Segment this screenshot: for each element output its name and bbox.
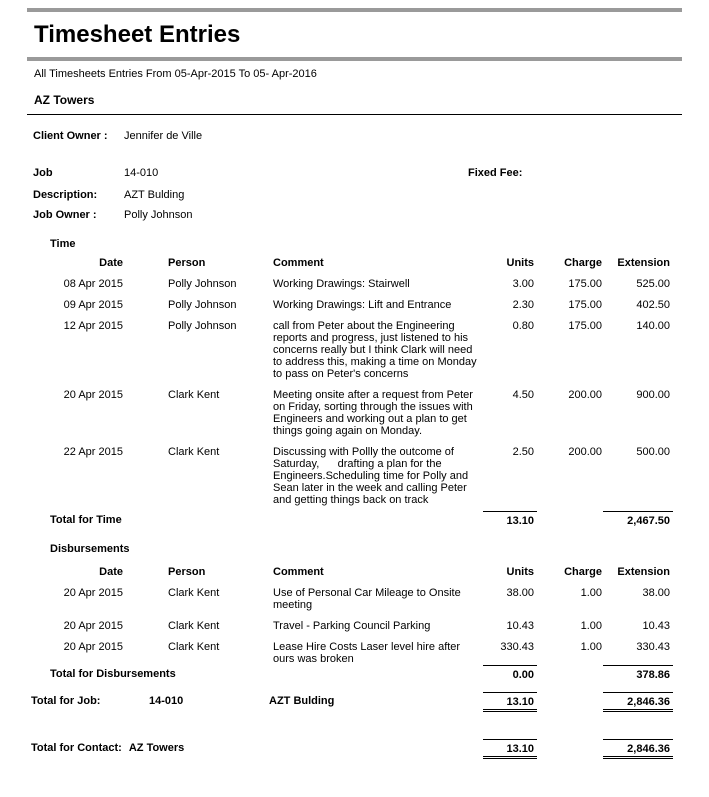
page-title: Timesheet Entries [34,21,241,48]
disbursements-total-units-value: 0.00 [483,665,537,681]
disbursements-total-extension [602,665,670,681]
job-owner-label: Job Owner : [33,209,97,221]
disbursements-total-extension-value: 378.86 [603,665,673,681]
time-section-heading: Time [50,238,76,250]
cell-charge: 1.00 [580,587,602,599]
cell-comment: Discussing with Pollly the outcome of Saturday, drafting a plan for the Engineers.Scheduling time for Polly and Sean later in the week and calling Peter and getting things back on track [273,446,472,506]
cell-person: Clark Kent [168,446,220,458]
job-owner-value: Polly Johnson [124,209,193,221]
time-total-row [27,511,682,527]
cell-charge: 1.00 [580,641,602,653]
cell-units: 10.43 [506,620,534,632]
job-total-number: 14-010 [149,695,184,707]
charge-cell-empty [534,511,602,527]
column-header-date: Date [99,257,123,269]
cell-date: 12 Apr 2015 [63,320,123,332]
cell-extension: 330.43 [636,641,670,653]
job-total-labels [27,692,478,712]
charge-cell-empty [534,665,602,681]
cell-date: 22 Apr 2015 [63,446,123,458]
cell-date: 20 Apr 2015 [63,389,123,401]
title-rule [27,57,682,61]
column-header-comment: Comment [273,257,324,269]
cell-extension: 38.00 [642,587,670,599]
cell-charge: 200.00 [568,446,602,458]
cell-charge: 175.00 [568,299,602,311]
time-total-extension [602,511,670,527]
cell-comment: call from Peter about the Engineering reports and progress, just listened to his concerns really but I think Clark will need to address this, making a time on Monday to pass on Peter's concerns [273,320,480,380]
client-owner-value: Jennifer de Ville [124,130,203,142]
cell-comment: Meeting onsite after a request from Peter on Friday, sorting through the issues with Engineers and working out a plan to get things going again on Monday. [273,389,476,437]
cell-charge: 1.00 [580,620,602,632]
time-row [27,299,682,311]
disbursements-table-header [27,566,682,578]
job-number: 14-010 [124,167,159,179]
cell-units: 2.50 [512,446,534,458]
top-rule [27,8,682,12]
time-row [27,320,682,380]
column-header-units: Units [506,566,534,578]
contact-total-label: Total for Contact: [31,742,122,754]
disbursements-section-heading: Disbursements [50,543,130,555]
cell-person: Clark Kent [168,389,220,401]
contact-total-row [27,739,682,759]
contact-total-units-value: 13.10 [483,739,537,759]
column-header-extension: Extension [617,257,670,269]
column-header-charge: Charge [564,257,602,269]
fixed-fee-label: Fixed Fee: [468,167,523,179]
cell-date: 08 Apr 2015 [63,278,123,290]
contact-divider [27,114,682,115]
cell-date: 20 Apr 2015 [63,620,123,632]
charge-cell-empty [534,692,602,712]
disbursements-total-row [27,665,682,681]
contact-heading: AZ Towers [34,93,95,107]
column-header-charge: Charge [564,566,602,578]
description-value: AZT Bulding [124,189,185,201]
time-row [27,389,682,437]
column-header-date: Date [99,566,123,578]
contact-total-labels [27,739,478,759]
client-owner-label: Client Owner : [33,130,108,142]
cell-units: 3.00 [512,278,534,290]
time-total-units-value: 13.10 [483,511,537,527]
cell-extension: 402.50 [636,299,670,311]
description-row [33,189,682,202]
cell-extension: 10.43 [642,620,670,632]
job-total-units [478,692,534,712]
job-total-description: AZT Bulding [269,695,335,707]
cell-comment: Travel - Parking Council Parking [273,620,431,632]
job-row [33,167,682,180]
disbursement-row [27,641,682,665]
cell-person: Clark Kent [168,641,220,653]
column-header-units: Units [506,257,534,269]
column-header-person: Person [168,257,206,269]
job-total-label: Total for Job: [31,695,101,707]
cell-comment: Working Drawings: Stairwell [273,278,410,290]
cell-comment: Working Drawings: Lift and Entrance [273,299,452,311]
column-header-comment: Comment [273,566,324,578]
job-total-row [27,692,682,712]
job-owner-row [33,209,682,222]
cell-comment: Use of Personal Car Mileage to Onsite meeting [273,587,464,611]
client-owner-row [33,130,682,143]
cell-extension: 140.00 [636,320,670,332]
job-total-units-value: 13.10 [483,692,537,712]
description-label: Description: [33,189,98,201]
cell-person: Clark Kent [168,620,220,632]
disbursements-total-label: Total for Disbursements [50,668,176,680]
cell-units: 330.43 [500,641,534,653]
cell-charge: 175.00 [568,278,602,290]
report-content [27,8,682,759]
column-header-person: Person [168,566,206,578]
disbursement-row [27,620,682,632]
contact-total-units [478,739,534,759]
time-row [27,446,682,506]
cell-person: Polly Johnson [168,299,237,311]
cell-charge: 200.00 [568,389,602,401]
time-total-label: Total for Time [50,514,122,526]
time-row [27,278,682,290]
disbursement-row [27,587,682,611]
charge-cell-empty [534,739,602,759]
job-total-extension [602,692,670,712]
cell-units: 4.50 [512,389,534,401]
cell-extension: 525.00 [636,278,670,290]
cell-person: Clark Kent [168,587,220,599]
disbursements-total-units [478,665,534,681]
contact-total-extension [602,739,670,759]
cell-extension: 900.00 [636,389,670,401]
cell-date: 09 Apr 2015 [63,299,123,311]
time-table-header [27,257,682,269]
column-header-extension: Extension [617,566,670,578]
cell-units: 38.00 [506,587,534,599]
cell-charge: 175.00 [568,320,602,332]
cell-comment: Lease Hire Costs Laser level hire after ours was broken [273,641,464,665]
cell-person: Polly Johnson [168,278,237,290]
contact-total-name: AZ Towers [128,742,185,754]
time-total-units [478,511,534,527]
cell-date: 20 Apr 2015 [63,587,123,599]
job-label: Job [33,167,53,179]
cell-date: 20 Apr 2015 [63,641,123,653]
cell-units: 2.30 [512,299,534,311]
cell-extension: 500.00 [636,446,670,458]
report-date-range: All Timesheets Entries From 05-Apr-2015 To 05- Apr-2016 [34,68,317,80]
time-total-extension-value: 2,467.50 [603,511,673,527]
job-total-extension-value: 2,846.36 [603,692,673,712]
cell-person: Polly Johnson [168,320,237,332]
cell-units: 0.80 [512,320,534,332]
contact-total-extension-value: 2,846.36 [603,739,673,759]
